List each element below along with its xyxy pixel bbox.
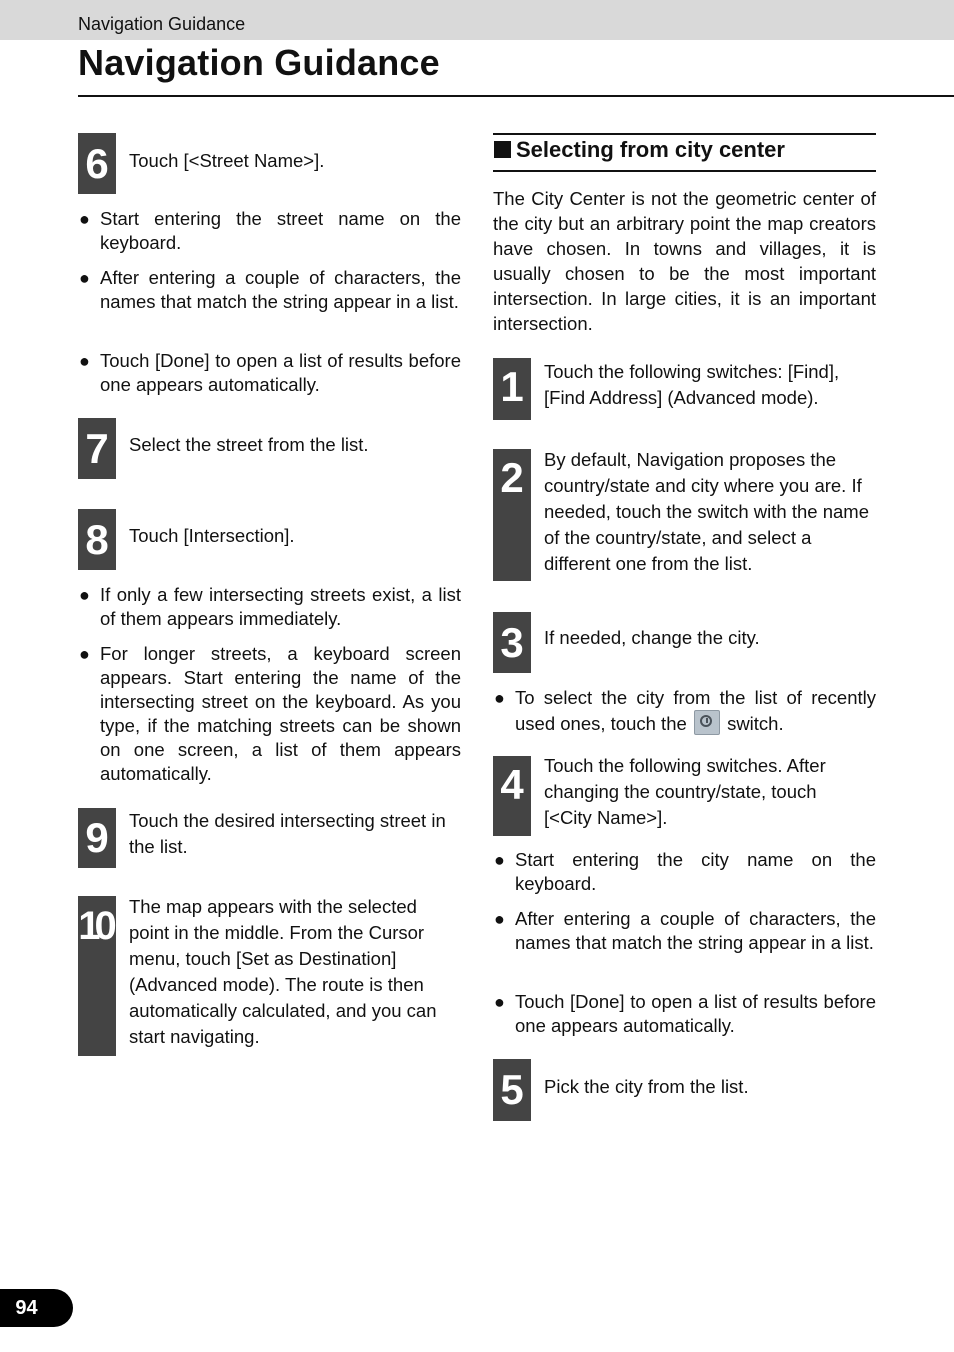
history-icon	[694, 710, 720, 735]
bullet-item	[493, 907, 876, 955]
bullet-text: After entering a couple of characters, the names that match the string appear in a list.	[100, 267, 461, 312]
step-text: Touch [<Street Name>].	[129, 150, 325, 171]
step-7	[78, 418, 461, 479]
bullet-text: For longer streets, a keyboard screen appears. Start entering the name of the intersecting street on the keyboard. As you type, if the matching streets can be shown on one screen, a list of them appears automatically.	[100, 643, 461, 784]
step-text: Pick the city from the list.	[544, 1076, 749, 1097]
title-divider	[78, 95, 954, 97]
step-text: Touch the desired intersecting street in the list.	[129, 810, 446, 857]
step-number: 10	[78, 896, 116, 1056]
step-6	[78, 133, 461, 194]
step-number: 6	[78, 133, 116, 194]
step-1	[493, 358, 876, 420]
section-title: Selecting from city center	[516, 137, 785, 162]
bullet-text-after: switch.	[727, 713, 784, 734]
bullet-item	[78, 207, 461, 255]
step-9	[78, 808, 461, 868]
bullet-text-before: To select the city from the list of recently used ones, touch the	[515, 687, 876, 734]
step-10	[78, 896, 461, 1056]
bullet-icon: ●	[79, 585, 90, 605]
step-number: 9	[78, 808, 116, 868]
step-text: Touch the following switches. After changing the country/state, touch [<City Name>].	[544, 755, 826, 828]
bullet-icon: ●	[79, 351, 90, 371]
bullet-text: If only a few intersecting streets exist, a list of them appears immediately.	[100, 584, 461, 629]
section-heading	[493, 133, 876, 172]
bullet-item	[493, 848, 876, 896]
bullet-item	[493, 990, 876, 1038]
bullet-text: Start entering the street name on the keyboard.	[100, 208, 461, 253]
bullet-icon: ●	[494, 850, 505, 870]
bullet-icon: ●	[79, 644, 90, 664]
bullet-text: Touch [Done] to open a list of results before one appears automatically.	[515, 991, 876, 1036]
bullet-text: After entering a couple of characters, the names that match the string appear in a list.	[515, 908, 876, 953]
step-number: 1	[493, 358, 531, 420]
step-5	[493, 1059, 876, 1121]
bullet-icon: ●	[494, 909, 505, 929]
bullet-item	[493, 686, 876, 736]
bullet-text: Touch [Done] to open a list of results before one appears automatically.	[100, 350, 461, 395]
page-number: 94	[15, 1297, 38, 1319]
step-number: 4	[493, 756, 531, 836]
bullet-item	[78, 266, 461, 314]
bullet-icon: ●	[79, 209, 90, 229]
square-bullet-icon	[494, 141, 511, 158]
page-title: Navigation Guidance	[78, 42, 440, 83]
bullet-icon: ●	[494, 992, 505, 1012]
step-number: 3	[493, 612, 531, 673]
step-text: If needed, change the city.	[544, 627, 760, 648]
step-8	[78, 509, 461, 570]
bullet-text: Start entering the city name on the keyboard.	[515, 849, 876, 894]
step-text: The map appears with the selected point in the middle. From the Cursor menu, touch [Set as Destination] (Advanced mode). The route is then automatically calculated, and you can start navigating.	[129, 896, 437, 1047]
bullet-item	[78, 349, 461, 397]
bullet-icon: ●	[494, 688, 505, 708]
step-number: 5	[493, 1059, 531, 1121]
step-4	[493, 756, 876, 836]
step-text: Touch the following switches: [Find], [Find Address] (Advanced mode).	[544, 361, 840, 408]
step-text: By default, Navigation proposes the country/state and city where you are. If needed, touch the switch with the name of the country/state, and select a different one from the list.	[544, 449, 869, 574]
running-header	[0, 0, 954, 40]
step-3	[493, 612, 876, 673]
bullet-text	[515, 686, 876, 736]
step-number: 8	[78, 509, 116, 570]
step-2	[493, 449, 876, 581]
bullet-item	[78, 583, 461, 631]
running-header-title: Navigation Guidance	[78, 14, 246, 34]
step-number: 2	[493, 449, 531, 581]
intro-paragraph: The City Center is not the geometric center of the city but an arbitrary point the map creators have chosen. In towns and villages, it is usually chosen to be the most important intersection. In large cities, it is an important intersection.	[493, 188, 876, 334]
page-number-badge	[0, 1289, 73, 1327]
bullet-item	[78, 642, 461, 786]
step-number: 7	[78, 418, 116, 479]
bullet-icon: ●	[79, 268, 90, 288]
step-text: Select the street from the list.	[129, 434, 369, 455]
step-text: Touch [Intersection].	[129, 525, 295, 546]
